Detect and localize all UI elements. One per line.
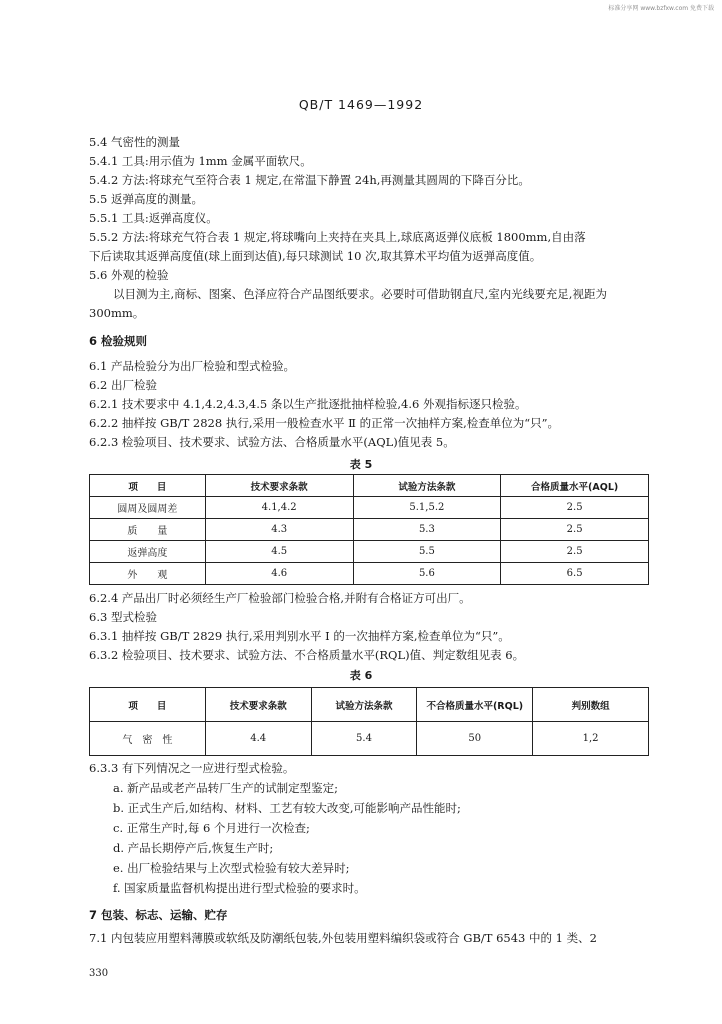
table-cell: 1,2	[533, 722, 649, 756]
table-6	[89, 687, 649, 756]
list-item-b: b. 正式生产后,如结构、材料、工艺有较大改变,可能影响产品性能时;	[113, 801, 461, 815]
table-5-header-aql: 合格质量水平(AQL)	[501, 475, 649, 497]
table-cell: 50	[417, 722, 533, 756]
chapter-6-heading: 6 检验规则	[89, 334, 148, 348]
table-cell: 2.5	[501, 519, 649, 541]
section-5-4: 5.4 气密性的测量	[89, 135, 180, 149]
clause-5-4-1: 5.4.1 工具:用示值为 1mm 金属平面软尺。	[89, 154, 312, 168]
page-number: 330	[89, 968, 109, 979]
table-cell: 4.6	[205, 563, 353, 585]
table-5-header-requirement: 技术要求条款	[205, 475, 353, 497]
table-cell: 5.3	[353, 519, 501, 541]
table-6-header-item: 项 目	[90, 688, 206, 722]
clause-6-3-3: 6.3.3 有下列情况之一应进行型式检验。	[89, 761, 295, 775]
section-5-5: 5.5 返弹高度的测量。	[89, 192, 203, 206]
table-5-caption: 表 5	[349, 458, 373, 471]
table-5-header-row	[90, 475, 649, 497]
standard-number-header: QB/T 1469—1992	[298, 97, 424, 112]
section-5-6-body: 以目测为主,商标、图案、色泽应符合产品图纸要求。必要时可借助钢直尺,室内光线要充足,视距为	[113, 287, 607, 301]
clause-6-1: 6.1 产品检验分为出厂检验和型式检验。	[89, 359, 295, 373]
table-row	[90, 519, 649, 541]
section-5-6: 5.6 外观的检验	[89, 268, 169, 282]
table-cell: 2.5	[501, 497, 649, 519]
table-cell: 质 量	[90, 519, 206, 541]
table-5-header-test-method: 试验方法条款	[353, 475, 501, 497]
watermark-text: 标准分享网 www.bzfxw.com 免费下载	[608, 5, 714, 12]
clause-6-2-3: 6.2.3 检验项目、技术要求、试验方法、合格质量水平(AQL)值见表 5。	[89, 435, 455, 449]
clause-6-2-2: 6.2.2 抽样按 GB/T 2828 执行,采用一般检查水平 Ⅱ 的正常一次抽样方案,检查单位为“只”。	[89, 416, 560, 430]
table-6-header-row	[90, 688, 649, 722]
table-row	[90, 541, 649, 563]
clause-5-5-1: 5.5.1 工具:返弹高度仪。	[89, 211, 218, 225]
table-6-header-requirement: 技术要求条款	[205, 688, 311, 722]
table-cell: 4.4	[205, 722, 311, 756]
section-5-6-body-cont: 300mm。	[89, 306, 145, 320]
list-item-e: e. 出厂检验结果与上次型式检验有较大差异时;	[113, 861, 350, 875]
table-6-header-test-method: 试验方法条款	[311, 688, 417, 722]
table-cell: 4.3	[205, 519, 353, 541]
clause-5-5-2-cont: 下后读取其返弹高度值(球上面到达值),每只球测试 10 次,取其算术平均值为返弹高度值。	[89, 249, 542, 263]
clause-6-2-4: 6.2.4 产品出厂时必须经生产厂检验部门检验合格,并附有合格证方可出厂。	[89, 591, 471, 605]
table-row	[90, 722, 649, 756]
list-item-c: c. 正常生产时,每 6 个月进行一次检查;	[113, 821, 310, 835]
chapter-7-heading: 7 包装、标志、运输、贮存	[89, 908, 228, 922]
table-cell: 返弹高度	[90, 541, 206, 563]
table-6-caption: 表 6	[349, 669, 373, 682]
table-6-header-rql: 不合格质量水平(RQL)	[417, 688, 533, 722]
list-item-a: a. 新产品或老产品转厂生产的试制定型鉴定;	[113, 781, 339, 795]
table-6-header-judgement-array: 判别数组	[533, 688, 649, 722]
table-cell: 气 密 性	[90, 722, 206, 756]
clause-5-5-2: 5.5.2 方法:将球充气符合表 1 规定,将球嘴向上夹持在夹具上,球底离返弹仪底板 1800mm,自由落	[89, 230, 586, 244]
list-item-f: f. 国家质量监督机构提出进行型式检验的要求时。	[113, 881, 366, 895]
section-6-2: 6.2 出厂检验	[89, 378, 157, 392]
table-row	[90, 563, 649, 585]
table-5	[89, 474, 649, 585]
section-6-3: 6.3 型式检验	[89, 610, 157, 624]
table-cell: 外 观	[90, 563, 206, 585]
list-item-d: d. 产品长期停产后,恢复生产时;	[113, 841, 274, 855]
table-cell: 4.1,4.2	[205, 497, 353, 519]
table-cell: 圆周及圆周差	[90, 497, 206, 519]
clause-7-1: 7.1 内包装应用塑料薄膜或软纸及防潮纸包装,外包装用塑料编织袋或符合 GB/T 6543 中的 1 类、2	[89, 931, 597, 945]
table-cell: 2.5	[501, 541, 649, 563]
clause-6-3-1: 6.3.1 抽样按 GB/T 2829 执行,采用判别水平 Ⅰ 的一次抽样方案,检查单位为“只”。	[89, 629, 510, 643]
table-row	[90, 497, 649, 519]
table-cell: 5.6	[353, 563, 501, 585]
table-cell: 5.5	[353, 541, 501, 563]
table-cell: 6.5	[501, 563, 649, 585]
table-5-header-item: 项 目	[90, 475, 206, 497]
clause-6-3-2: 6.3.2 检验项目、技术要求、试验方法、不合格质量水平(RQL)值、判定数组见表 6。	[89, 648, 525, 662]
table-cell: 4.5	[205, 541, 353, 563]
table-cell: 5.1,5.2	[353, 497, 501, 519]
table-cell: 5.4	[311, 722, 417, 756]
clause-5-4-2: 5.4.2 方法:将球充气至符合表 1 规定,在常温下静置 24h,再测量其圆周的下降百分比。	[89, 173, 530, 187]
clause-6-2-1: 6.2.1 技术要求中 4.1,4.2,4.3,4.5 条以生产批逐批抽样检验,4.6 外观指标逐只检验。	[89, 397, 527, 411]
